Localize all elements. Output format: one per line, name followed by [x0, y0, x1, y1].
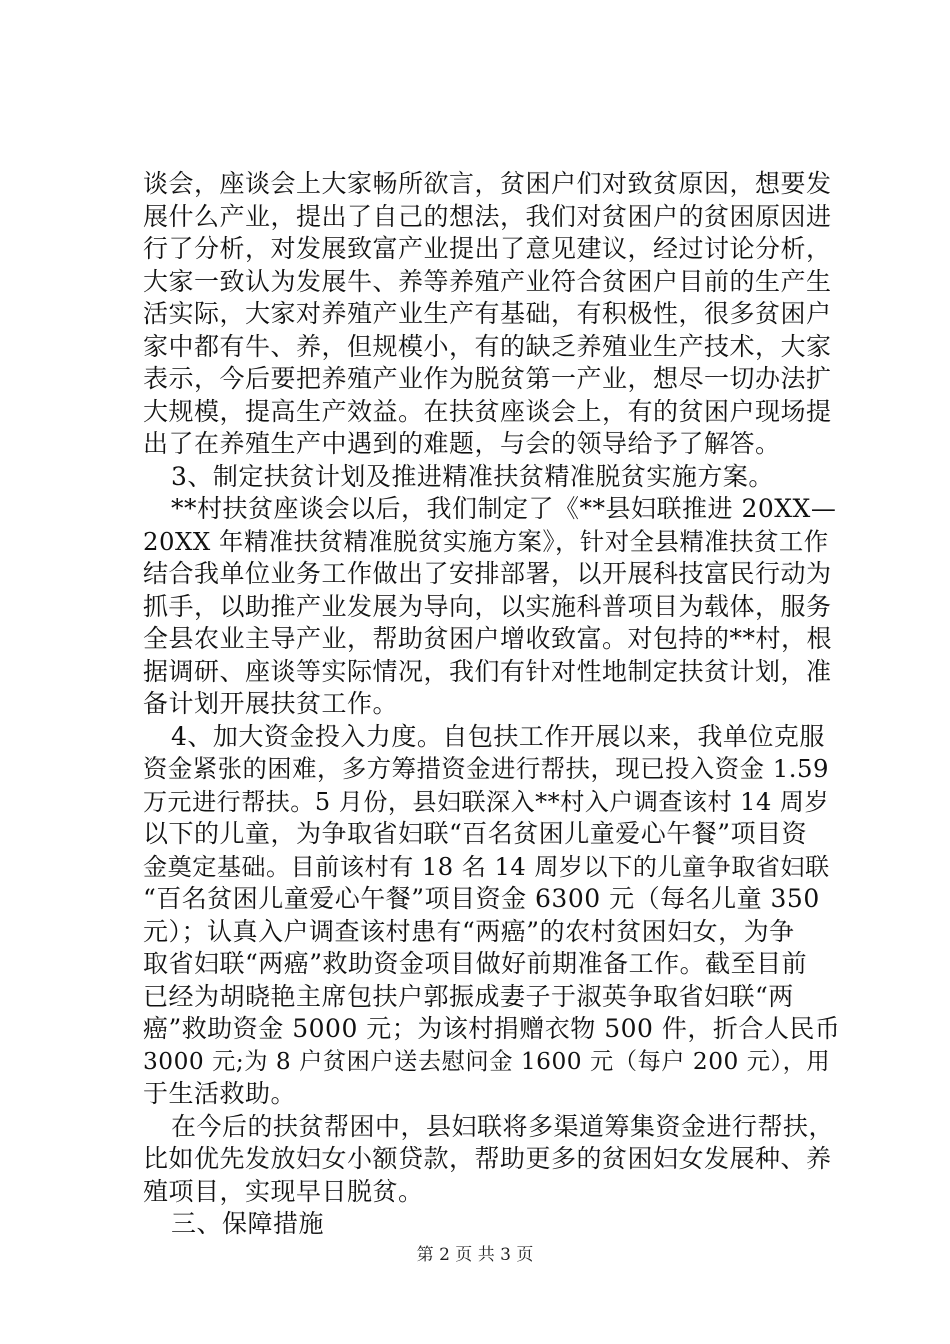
body-line: 殖项目，实现早日脱贫。	[143, 1176, 424, 1206]
section-heading: 3、制定扶贫计划及推进精准扶贫精准脱贫实施方案。	[171, 461, 774, 491]
body-line: 家中都有牛、养，但规模小，有的缺乏养殖业生产技术，大家	[143, 331, 832, 361]
body-line: 以下的儿童，为争取省妇联“百名贫困儿童爱心午餐”项目资	[143, 819, 808, 848]
body-line: 行了分析，对发展致富产业提出了意见建议，经过讨论分析，	[143, 234, 832, 263]
body-line: 癌”救助资金 5000 元；为该村捐赠衣物 500 件，折合人民币	[143, 1014, 841, 1043]
body-line: 取省妇联“两癌”救助资金项目做好前期准备工作。截至目前	[143, 949, 808, 978]
body-line: 备计划开展扶贫工作。	[143, 689, 399, 718]
body-line: 3000 元;为 8 户贫困户送去慰问金 1600 元（每户 200 元），用	[143, 1047, 831, 1075]
page-footer	[0, 1243, 950, 1267]
body-line: 大规模，提高生产效益。在扶贫座谈会上，有的贫困户现场提	[143, 396, 832, 426]
paragraph-first-line: 在今后的扶贫帮困中，县妇联将多渠道筹集资金进行帮扶，	[171, 1111, 835, 1141]
body-line: 已经为胡晓艳主席包扶户郭振成妻子于淑英争取省妇联“两	[143, 981, 794, 1011]
body-line: 表示，今后要把养殖产业作为脱贫第一产业，想尽一切办法扩	[143, 364, 832, 393]
body-line: 大家一致认为发展牛、养等养殖产业符合贫困户目前的生产生	[143, 266, 832, 296]
body-line: 出了在养殖生产中遇到的难题，与会的领导给予了解答。	[143, 429, 781, 458]
section-heading: 三、保障措施	[171, 1209, 325, 1238]
body-line: 万元进行帮扶。5 月份，县妇联深入**村入户调查该村 14 周岁	[143, 787, 830, 816]
paragraph-first-line: **村扶贫座谈会以后，我们制定了《**县妇联推进 20XX—	[171, 494, 837, 523]
document-body	[143, 168, 843, 1241]
page-number-label: 第 2 页 共 3 页	[416, 1245, 534, 1265]
body-line: 于生活救助。	[143, 1079, 297, 1108]
body-line: 全县农业主导产业，帮助贫困户增收致富。对包持的**村，根	[143, 624, 833, 653]
body-line: 元）；认真入户调查该村患有“两癌”的农村贫困妇女，为争	[143, 916, 795, 946]
body-line: 谈会，座谈会上大家畅所欲言，贫困户们对致贫原因，想要发	[143, 169, 832, 198]
body-line: 抓手，以助推产业发展为导向，以实施科普项目为载体，服务	[143, 591, 832, 621]
body-line: 据调研、座谈等实际情况，我们有针对性地制定扶贫计划，准	[143, 656, 832, 686]
body-line: 展什么产业，提出了自己的想法，我们对贫困户的贫困原因进	[143, 201, 832, 231]
body-line: 活实际，大家对养殖产业生产有基础，有积极性，很多贫困户	[143, 299, 832, 328]
body-line: “百名贫困儿童爱心午餐”项目资金 6300 元（每名儿童 350	[143, 884, 820, 913]
body-line: 金奠定基础。目前该村有 18 名 14 周岁以下的儿童争取省妇联	[143, 852, 830, 881]
section-heading: 4、加大资金投入力度。自包扶工作开展以来，我单位克服	[171, 721, 825, 751]
body-line: 资金紧张的困难，多方筹措资金进行帮扶，现已投入资金 1.59	[143, 754, 829, 783]
body-line: 结合我单位业务工作做出了安排部署，以开展科技富民行动为	[143, 559, 832, 588]
body-line: 比如优先发放妇女小额贷款，帮助更多的贫困妇女发展种、养	[143, 1144, 832, 1173]
body-line: 20XX 年精准扶贫精准脱贫实施方案》，针对全县精准扶贫工作	[143, 526, 829, 556]
